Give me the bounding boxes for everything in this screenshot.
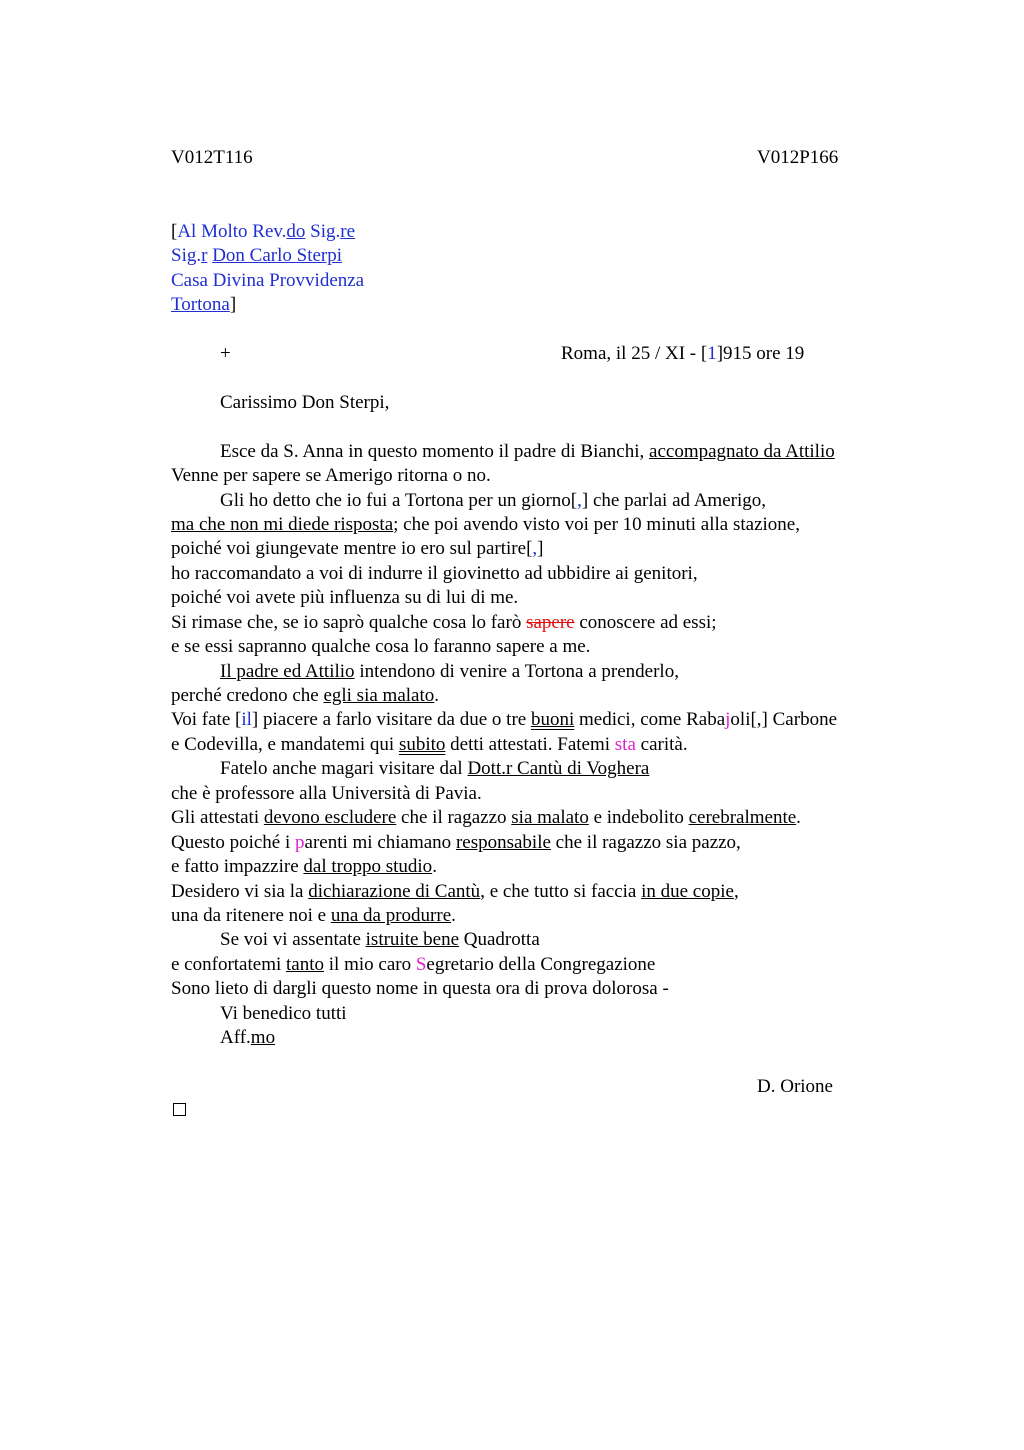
body-line-9: e se essi sapranno qualche cosa lo faranno sapere a me.: [171, 636, 591, 657]
header-left-code: V012T116: [171, 147, 253, 168]
salutation: Carissimo Don Sterpi,: [220, 392, 390, 413]
header-right-code: V012P166: [757, 147, 839, 168]
body-line-3: Gli ho detto che io fui a Tortona per un giorno[,] che parlai ad Amerigo,: [220, 490, 766, 511]
body-line-5: poiché voi giungevate mentre io ero sul partire[,]: [171, 538, 544, 559]
body-line-11: perché credono che egli sia malato.: [171, 685, 439, 706]
address-line-4: Tortona]: [171, 294, 237, 315]
cross-symbol: +: [220, 343, 231, 364]
body-line-18: e fatto impazzire dal troppo studio.: [171, 856, 437, 877]
body-line-17: Questo poiché i parenti mi chiamano responsabile che il ragazzo sia pazzo,: [171, 832, 741, 853]
body-line-6: ho raccomandato a voi di indurre il giovinetto ad ubbidire ai genitori,: [171, 563, 698, 584]
body-line-25: Aff.mo: [220, 1027, 276, 1048]
signature: D. Orione: [757, 1076, 833, 1097]
body-line-24: Vi benedico tutti: [220, 1003, 347, 1024]
body-line-2: Venne per sapere se Amerigo ritorna o no.: [171, 465, 491, 486]
body-line-19: Desidero vi sia la dichiarazione di Cantù, e che tutto si faccia in due copie,: [171, 881, 739, 902]
body-line-23: Sono lieto di dargli questo nome in questa ora di prova dolorosa -: [171, 978, 669, 999]
body-line-12: Voi fate [il] piacere a farlo visitare da due o tre buoni medici, come Rabajoli[,] Carbone: [171, 709, 837, 730]
body-line-15: che è professore alla Università di Pavia.: [171, 783, 482, 804]
body-line-7: poiché voi avete più influenza su di lui di me.: [171, 587, 519, 608]
end-marker-square-icon: [173, 1103, 186, 1116]
body-line-22: e confortatemi tanto il mio caro Segretario della Congregazione: [171, 954, 656, 975]
body-line-21: Se voi vi assentate istruite bene Quadrotta: [220, 929, 540, 950]
address-line-1: [Al Molto Rev.do Sig.re: [171, 221, 356, 242]
body-line-20: una da ritenere noi e una da produrre.: [171, 905, 456, 926]
body-line-16: Gli attestati devono escludere che il ragazzo sia malato e indebolito cerebralmente.: [171, 807, 801, 828]
body-line-8: Si rimase che, se io saprò qualche cosa lo farò sapere conoscere ad essi;: [171, 612, 717, 633]
body-line-4: ma che non mi diede risposta; che poi avendo visto voi per 10 minuti alla stazione,: [171, 514, 800, 535]
body-line-14: Fatelo anche magari visitare dal Dott.r Cantù di Voghera: [220, 758, 650, 779]
deleted-word: sapere: [526, 612, 575, 633]
address-line-3: Casa Divina Provvidenza: [171, 270, 365, 291]
body-line-13: e Codevilla, e mandatemi qui subito detti attestati. Fatemi sta carità.: [171, 734, 688, 755]
dateline: Roma, il 25 / XI - [1]915 ore 19: [561, 343, 805, 364]
body-line-10: Il padre ed Attilio intendono di venire a Tortona a prenderlo,: [220, 661, 679, 682]
address-line-2: Sig.r Don Carlo Sterpi: [171, 245, 343, 266]
body-line-1: Esce da S. Anna in questo momento il padre di Bianchi, accompagnato da Attilio: [220, 441, 835, 462]
